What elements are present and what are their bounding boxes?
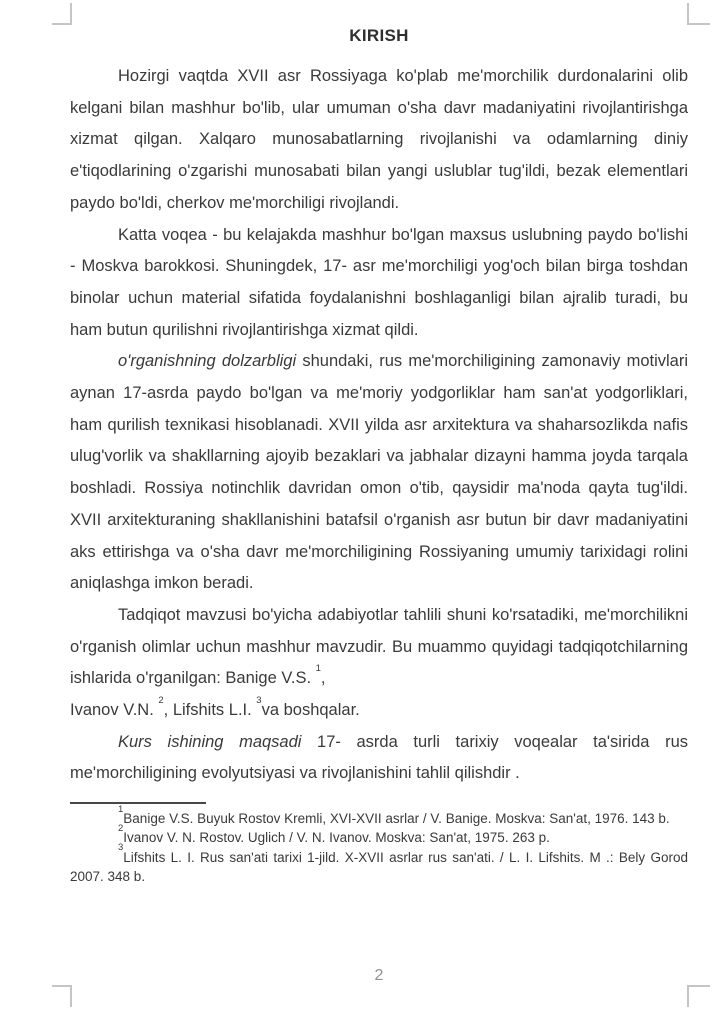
margin-crop-mark-top-left xyxy=(52,3,72,25)
body-text xyxy=(70,61,688,790)
margin-crop-mark-bottom-left xyxy=(52,985,72,1007)
footnote-3: $^3$Lifshits L. I. Rus san'ati tarixi 1-jild. X-XVII asrlar rus san'ati. / L. I. Lifshits. M .: Bely Gorod 2007. 348 b. xyxy=(70,842,688,884)
page-title: KIRISH xyxy=(349,26,409,45)
body-paragraph-2: Katta voqea - bu kelajakda mashhur bo'lgan maxsus uslubning paydo bo'lishi - Moskva barokkosi. Shuningdek, 17- asr me'morchiligi yog'och bilan birga toshdan binolar uchun material sifatida foydalanishni boshlaganligi bilan ajralib turadi, bu ham butun qurilishni rivojlantirishga xizmat qildi. xyxy=(70,225,688,339)
margin-crop-mark-top-right xyxy=(687,3,710,25)
body-paragraph-3: o'rganishning dolzarbligi shundaki, rus me'morchiligining zamonaviy motivlari aynan 17-asrda paydo bo'lgan va me'moriy yodgorliklar ham san'at yodgorliklari, ham qurilish texnikasi hisoblanadi. XVII yilda asr arxitektura va shaharsozlikda nafis ulug'vorlik va shakllarning ajoyib bezaklari va jabhalar dizayni hamma joyda tarqala boshladi. Rossiya notinchlik davridan omon o'tib, qaysidir ma'noda qayta tug'ildi. XVII arxitekturaning shakllanishini batafsil o'rganish asr butun bir davr madaniyatini aks ettirishga va o'sha davr me'morchiligining Rossiyaning umumiy tarixidagi rolini aniqlashga imkon beradi. xyxy=(70,352,688,593)
body-paragraph-4: Tadqiqot mavzusi bo'yicha adabiyotlar tahlili shuni ko'rsatadiki, me'morchilikni o'rganish olimlar uchun mashhur mavzudir. Bu muammo quyidagi tadqiqotchilarning ishlarida o'rganilgan: Banige V.S. $^1$, Ivanov V.N. $^2$, Lifshits L.I. $^3$va boshqalar. xyxy=(70,605,688,720)
footnote-separator xyxy=(70,802,206,804)
footnote-2: $^2$Ivanov V. N. Rostov. Uglich / V. N. Ivanov. Moskva: San'at, 1975. 263 p. xyxy=(118,822,550,846)
page-content xyxy=(70,26,688,886)
footnote-1: $^1$Banige V.S. Buyuk Rostov Kremli, XVI-XVII asrlar / V. Banige. Moskva: San'at, 1976. 143 b. xyxy=(118,803,670,827)
margin-crop-mark-bottom-right xyxy=(687,985,710,1007)
body-paragraph-1: Hozirgi vaqtda XVII asr Rossiyaga ko'plab me'morchilik durdonalarini olib kelgani bilan mashhur bo'lib, ular umuman o'sha davr madaniyatini rivojlantirishga xizmat qilgan. Xalqaro munosabatlarning rivojlanishi va odamlarning diniy e'tiqodlarining o'zgarishi munosabati bilan yangi uslublar tug'ildi, bezak elementlari paydo bo'ldi, cherkov me'morchiligi rivojlandi. xyxy=(70,67,688,212)
page-number: 2 xyxy=(374,967,384,984)
body-paragraph-5: Kurs ishining maqsadi 17- asrda turli tarixiy voqealar ta'sirida rus me'morchiligining evolyutsiyasi va rivojlanishini tahlil qilishdir . xyxy=(70,732,688,783)
footnotes xyxy=(70,803,688,886)
